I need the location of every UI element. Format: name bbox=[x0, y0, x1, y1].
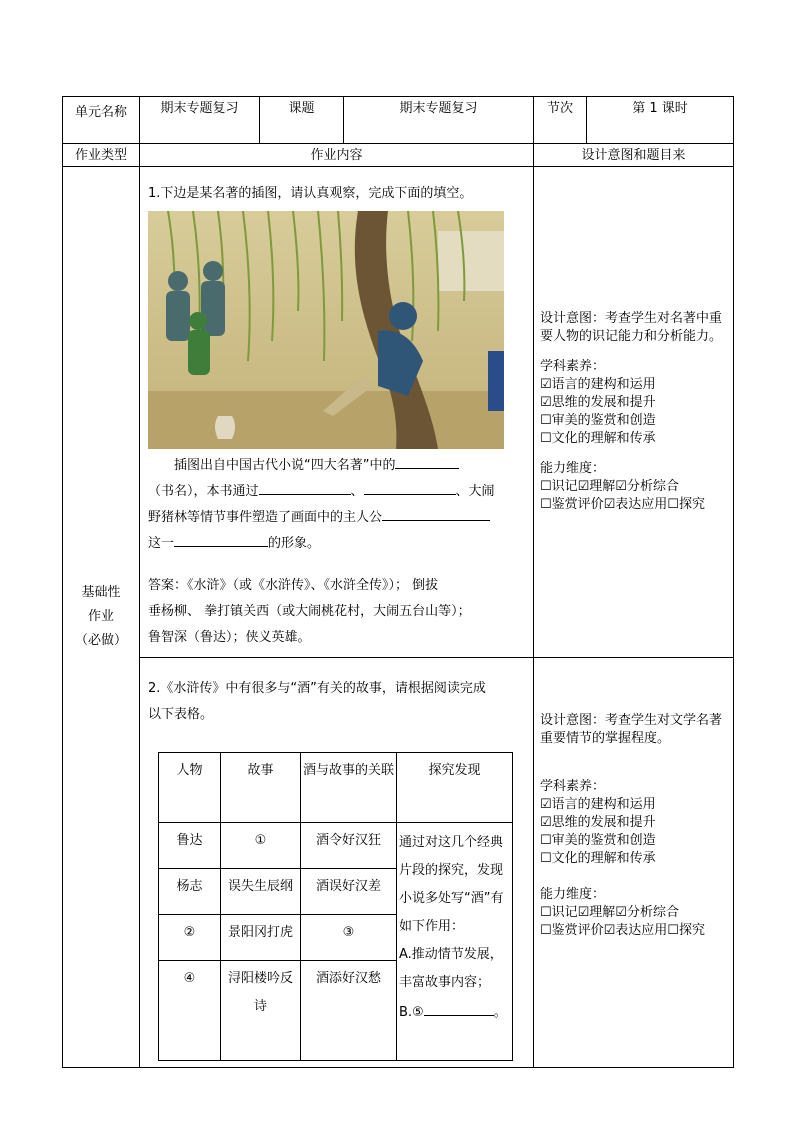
design1-literacy-1: ☑语言的建构和运用 bbox=[540, 377, 656, 392]
design1-literacy-3: ☐审美的鉴赏和创造 bbox=[540, 413, 656, 428]
design2-ability-1: ☐识记☑理解☑分析综合 bbox=[540, 905, 679, 920]
worksheet-table bbox=[62, 96, 734, 1068]
table-row bbox=[159, 823, 513, 869]
th-story: 故事 bbox=[221, 753, 301, 823]
q1-text-g: 的形象。 bbox=[268, 536, 321, 551]
q1-text-b: （书名），本书通过 bbox=[148, 484, 259, 499]
design2-literacy-3: ☐审美的鉴赏和创造 bbox=[540, 833, 656, 848]
header-row bbox=[63, 97, 734, 144]
explore-end: 。 bbox=[493, 1005, 507, 1020]
cell-story: 景阳冈打虎 bbox=[221, 915, 301, 961]
unit-value: 期末专题复习 bbox=[140, 97, 260, 144]
cell-relation: 酒误好汉差 bbox=[301, 869, 397, 915]
blank-image bbox=[174, 532, 268, 547]
design2-ability-2: ☐鉴赏评价☑表达应用☐探究 bbox=[540, 923, 705, 938]
column-header-row bbox=[63, 144, 734, 167]
blank-book-name bbox=[395, 454, 459, 469]
design2-intent: 设计意图：考查学生对文学名著重要情节的掌握程度。 bbox=[540, 713, 723, 746]
topic-value: 期末专题复习 bbox=[344, 97, 534, 144]
cell-story: ① bbox=[221, 823, 301, 869]
cell-relation: 酒令好汉狂 bbox=[301, 823, 397, 869]
cell-relation: 酒添好汉愁 bbox=[301, 961, 397, 1061]
session-value: 第 1 课时 bbox=[587, 97, 734, 144]
blank-event-1 bbox=[259, 480, 351, 495]
discovery-cell bbox=[397, 823, 513, 1061]
session-label: 节次 bbox=[534, 97, 587, 144]
q1-text-d: 、大闹 bbox=[455, 484, 495, 499]
q1-prompt: 1.下边是某名著的插图，请认真观察，完成下面的填空。 bbox=[148, 186, 473, 201]
unit-label: 单元名称 bbox=[63, 97, 140, 144]
design1-ability-2: ☐鉴赏评价☑表达应用☐探究 bbox=[540, 497, 705, 512]
question1-row bbox=[63, 167, 734, 658]
th-relation: 酒与故事的关联 bbox=[301, 753, 397, 823]
design2-literacy-1: ☑语言的建构和运用 bbox=[540, 797, 656, 812]
design1-ability-1: ☐识记☑理解☑分析综合 bbox=[540, 479, 679, 494]
q1-content bbox=[140, 167, 534, 658]
cell-person: ② bbox=[159, 915, 221, 961]
design1-literacy-4: ☐文化的理解和传承 bbox=[540, 431, 656, 446]
q2-prompt-line1: 2.《水浒传》中有很多与“酒”有关的故事，请根据阅读完成 bbox=[148, 681, 486, 696]
q1-text-e: 野猪林等情节事件塑造了画面中的主人公 bbox=[148, 510, 383, 525]
cell-person: 鲁达 bbox=[159, 823, 221, 869]
explore-line3: B.⑤ bbox=[399, 1005, 424, 1020]
explore-line2: A.推动情节发展，丰富故事内容； bbox=[399, 947, 503, 990]
inner-header-row bbox=[159, 753, 513, 823]
th-discovery: 探究发现 bbox=[397, 753, 513, 823]
design2-cell bbox=[534, 658, 734, 1068]
cell-person: 杨志 bbox=[159, 869, 221, 915]
design1-intent: 设计意图：考查学生对名著中重要人物的识记能力和分析能力。 bbox=[540, 311, 723, 344]
type-line1: 基础性 bbox=[81, 585, 121, 600]
design2-ability-title: 能力维度： bbox=[540, 887, 606, 902]
col-design: 设计意图和题目来 bbox=[534, 144, 734, 167]
q1-answer-line2: 垂杨柳、 拳打镇关西（或大闹桃花村，大闹五台山等）； bbox=[148, 604, 471, 619]
cell-person: ④ bbox=[159, 961, 221, 1061]
wine-story-table bbox=[158, 752, 513, 1061]
q2-content bbox=[140, 658, 534, 1068]
homework-type-cell bbox=[63, 167, 140, 1068]
col-content: 作业内容 bbox=[140, 144, 534, 167]
th-person: 人物 bbox=[159, 753, 221, 823]
explore-line1: 通过对这几个经典片段的探究，发现小说多处写“酒”有如下作用： bbox=[399, 835, 504, 934]
design2-literacy-title: 学科素养： bbox=[540, 779, 606, 794]
topic-label: 课题 bbox=[260, 97, 344, 144]
q1-text-c: 、 bbox=[350, 484, 364, 499]
cell-story: 误失生辰纲 bbox=[221, 869, 301, 915]
design1-cell bbox=[534, 167, 734, 658]
cell-story: 浔阳楼吟反诗 bbox=[221, 961, 301, 1061]
cell-relation: ③ bbox=[301, 915, 397, 961]
blank-event-2 bbox=[364, 480, 456, 495]
design1-literacy-title: 学科素养： bbox=[540, 359, 606, 374]
q1-text-f: 这一 bbox=[148, 536, 175, 551]
blank-answer-5 bbox=[424, 1001, 494, 1016]
question2-row bbox=[63, 658, 734, 1068]
type-line3: （必做） bbox=[74, 633, 127, 648]
blank-protagonist bbox=[382, 506, 490, 521]
design2-literacy-4: ☐文化的理解和传承 bbox=[540, 851, 656, 866]
type-line2: 作业 bbox=[87, 609, 114, 624]
design2-literacy-2: ☑思维的发展和提升 bbox=[540, 815, 656, 830]
illustration-image bbox=[148, 211, 504, 449]
q2-prompt-line2: 以下表格。 bbox=[148, 707, 214, 722]
design1-ability-title: 能力维度： bbox=[540, 461, 606, 476]
q1-answer-line1: 答案：《水浒》（或《水浒传》、《水浒全传》）； 倒拔 bbox=[148, 578, 439, 593]
q1-answer-line3: 鲁智深（鲁达）；侠义英雄。 bbox=[148, 630, 311, 645]
design1-literacy-2: ☑思维的发展和提升 bbox=[540, 395, 656, 410]
col-type: 作业类型 bbox=[63, 144, 140, 167]
q1-text-a: 插图出自中国古代小说“四大名著”中的 bbox=[174, 458, 396, 473]
